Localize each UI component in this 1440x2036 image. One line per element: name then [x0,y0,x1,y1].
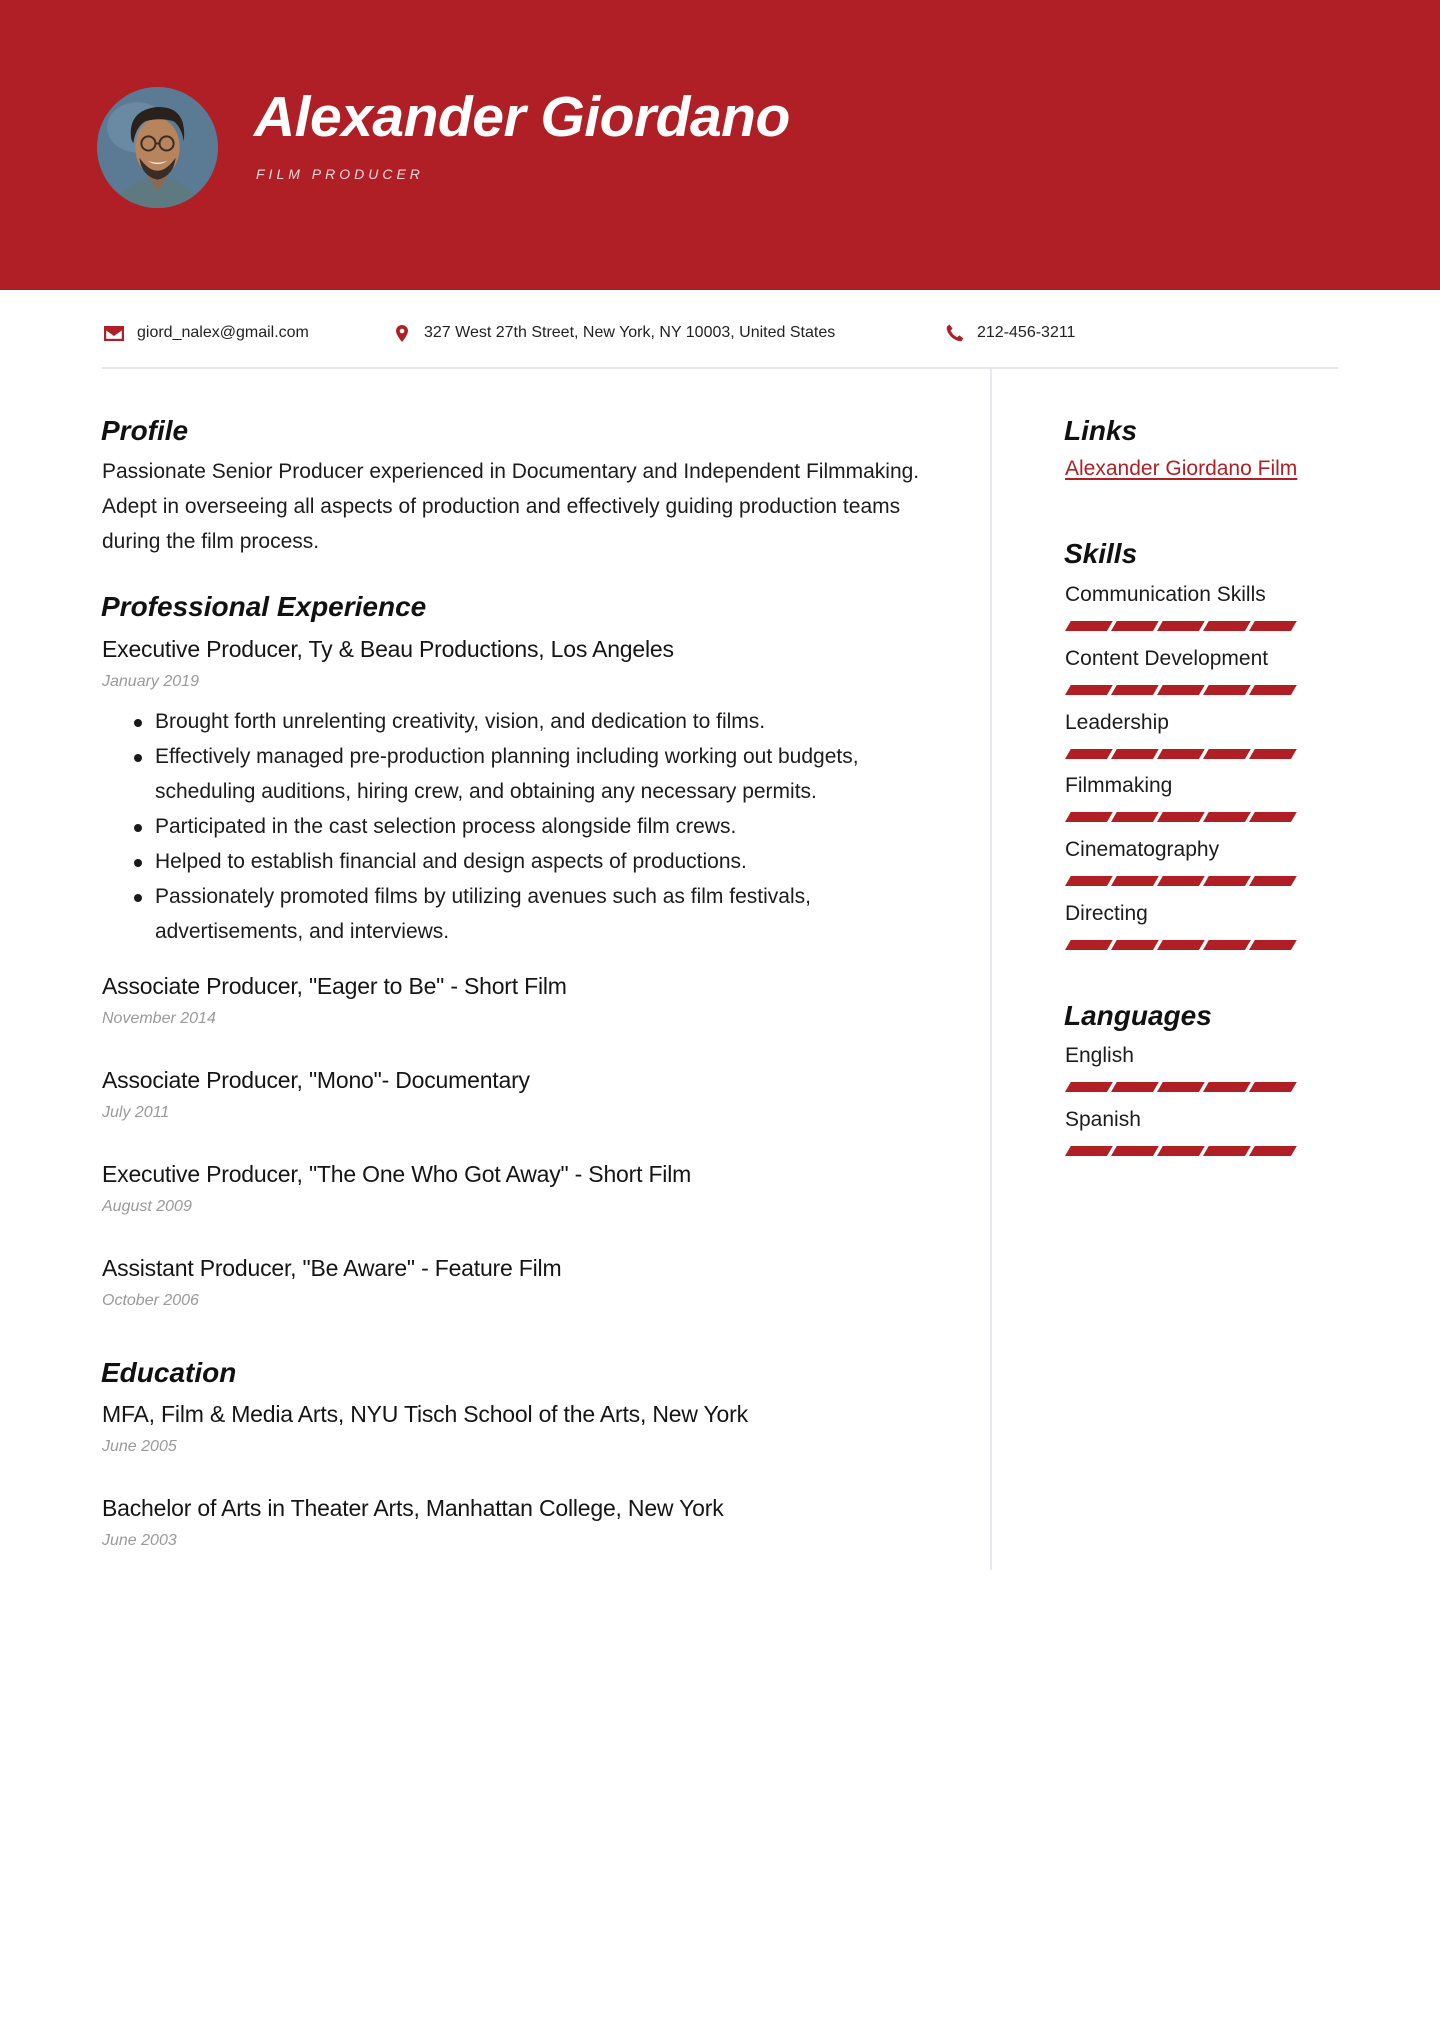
contact-address [394,321,835,345]
job-title: Executive Producer, Ty & Beau Productions, Los Angeles [102,636,674,662]
language-rating-bar [1065,1146,1297,1156]
rating-segment [1065,1082,1113,1092]
rating-segment [1249,749,1297,759]
job-responsibilities [102,704,932,949]
rating-segment [1111,940,1159,950]
rating-segment [1249,685,1297,695]
responsibility-item: Effectively managed pre-production planning including working out budgets, scheduling auditions, hiring crew, and obtaining any necessary permits. [102,739,932,809]
language-name: Spanish [1065,1108,1141,1131]
rating-segment [1065,1146,1113,1156]
responsibility-item: Participated in the cast selection process alongside film crews. [102,809,932,844]
skill-name: Communication Skills [1065,583,1266,606]
portrait-image [97,87,218,208]
education-heading: Education [101,1357,237,1388]
skill-rating-bar [1065,621,1297,631]
rating-segment [1203,812,1251,822]
rating-segment [1157,621,1205,631]
rating-segment [1203,1082,1251,1092]
rating-segment [1203,621,1251,631]
map-pin-icon [394,323,410,343]
rating-segment [1111,812,1159,822]
rating-segment [1065,621,1113,631]
rating-segment [1249,812,1297,822]
address-text: 327 West 27th Street, New York, NY 10003, United States [424,324,836,341]
column-divider [990,369,992,1570]
rating-segment [1157,749,1205,759]
email-text: giord_nalex@gmail.com [137,324,309,341]
responsibility-item: Brought forth unrelenting creativity, vision, and dedication to films. [102,704,932,739]
experience-heading: Professional Experience [101,591,427,622]
rating-segment [1249,1082,1297,1092]
skill-name: Content Development [1065,647,1269,670]
languages-heading: Languages [1064,1000,1212,1031]
job-title: Associate Producer, "Mono"- Documentary [102,1067,530,1093]
contact-divider [102,367,1338,369]
job-title: Executive Producer, "The One Who Got Away" - Short Film [102,1161,692,1187]
education-date: June 2005 [102,1438,177,1455]
rating-segment [1157,1082,1205,1092]
skills-heading: Skills [1064,538,1138,569]
profile-heading: Profile [101,415,189,446]
education-date: June 2003 [102,1532,177,1549]
education-title: MFA, Film & Media Arts, NYU Tisch School of the Arts, New York [102,1401,748,1427]
job-date: July 2011 [102,1104,170,1121]
contact-email[interactable] [103,321,309,345]
skill-name: Directing [1065,902,1148,925]
job-title: Associate Producer, "Eager to Be" - Short Film [102,973,567,999]
rating-segment [1249,621,1297,631]
skill-name: Cinematography [1065,838,1220,861]
rating-segment [1203,1146,1251,1156]
rating-segment [1157,876,1205,886]
candidate-name: Alexander Giordano [254,85,790,149]
rating-segment [1203,685,1251,695]
rating-segment [1111,1082,1159,1092]
skill-name: Filmmaking [1065,774,1173,797]
job-date: October 2006 [102,1292,199,1309]
language-rating-bar [1065,1082,1297,1092]
portfolio-link[interactable]: Alexander Giordano Film [1065,457,1298,480]
rating-segment [1065,940,1113,950]
rating-segment [1157,685,1205,695]
rating-segment [1249,940,1297,950]
job-date: November 2014 [102,1010,216,1027]
skill-rating-bar [1065,812,1297,822]
rating-segment [1065,685,1113,695]
rating-segment [1157,812,1205,822]
rating-segment [1111,1146,1159,1156]
rating-segment [1065,812,1113,822]
language-name: English [1065,1044,1134,1067]
rating-segment [1065,749,1113,759]
job-date: August 2009 [102,1198,192,1215]
responsibility-item: Passionately promoted films by utilizing avenues such as film festivals, advertisements, and interviews. [102,879,932,949]
rating-segment [1111,749,1159,759]
responsibility-item: Helped to establish financial and design aspects of productions. [102,844,932,879]
header-banner [0,0,1440,290]
rating-segment [1111,621,1159,631]
job-date: January 2019 [102,673,199,690]
rating-segment [1249,1146,1297,1156]
education-title: Bachelor of Arts in Theater Arts, Manhattan College, New York [102,1495,724,1521]
skill-name: Leadership [1065,711,1169,734]
rating-segment [1111,876,1159,886]
rating-segment [1157,940,1205,950]
envelope-icon [103,323,125,343]
rating-segment [1203,940,1251,950]
candidate-job-title: FILM PRODUCER [256,166,424,182]
rating-segment [1111,685,1159,695]
profile-summary: Passionate Senior Producer experienced in Documentary and Independent Filmmaking. Adept in overseeing all aspects of production and effectively guiding production teams during the film process. [102,460,920,553]
contact-phone[interactable] [945,321,1075,345]
skill-rating-bar [1065,940,1297,950]
phone-text: 212-456-3211 [977,324,1076,341]
phone-icon [945,323,965,343]
job-title: Assistant Producer, "Be Aware" - Feature Film [102,1255,562,1281]
rating-segment [1249,876,1297,886]
rating-segment [1065,876,1113,886]
skill-rating-bar [1065,749,1297,759]
skill-rating-bar [1065,876,1297,886]
skill-rating-bar [1065,685,1297,695]
rating-segment [1203,876,1251,886]
rating-segment [1203,749,1251,759]
links-heading: Links [1064,415,1138,446]
profile-photo [97,87,218,208]
rating-segment [1157,1146,1205,1156]
